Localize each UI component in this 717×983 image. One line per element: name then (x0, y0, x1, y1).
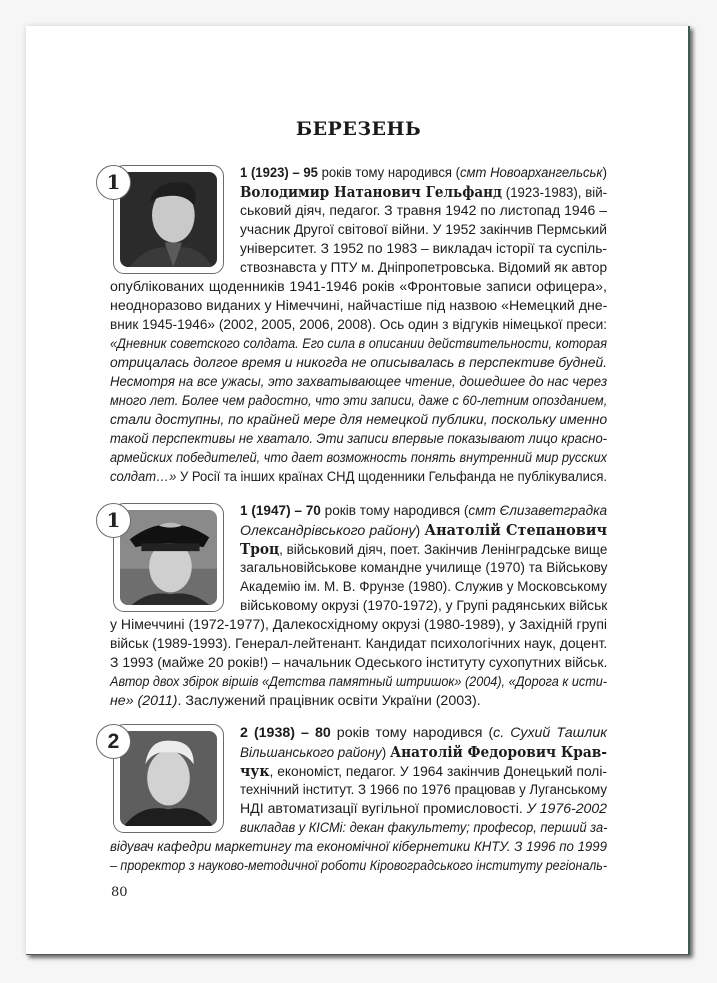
entry-1-line: учасник Другої світової війни. У 1952 закінчив Пермський (240, 222, 607, 238)
person-name: Троц (240, 541, 280, 558)
page-number: 80 (111, 885, 128, 900)
text-fragment: НДІ автоматизації вугільної промисловості. (240, 801, 527, 817)
entry-1-line: університет. З 1952 по 1983 – викладач історії та суспіль- (240, 241, 607, 257)
text-fragment: (1923-1983), вій- (502, 185, 607, 201)
entry-2-date: 1 (1947) – 70 (240, 503, 321, 519)
entry-1-line: опублікованих щоденників 1941-1946 років «Фронтовые записи офицера», (110, 279, 607, 295)
entry-1-line (110, 468, 607, 487)
text-fragment: . Заслужений працівник освіти України (2003). (177, 693, 481, 709)
entry-2-line: військ (1989-1993). Генерал-лейтенант. Кандидат психологічних наук, доцент. (110, 636, 608, 652)
entry-1-line: неодноразово виданих у Німеччині, найчастіше під назвою «Немецкий дне- (110, 298, 608, 314)
text-fragment: не» (2011) (110, 693, 178, 709)
entry-3-line (240, 762, 607, 781)
entry-3-line (240, 724, 607, 743)
entry-3-line: технічний інститут. З 1966 по 1976 працював у Луганському (240, 782, 608, 798)
entry-1-quote-line: отрицалась долгое время и никогда не описывалась в перспективе будней. (110, 355, 607, 371)
person-name: Володимир Натанович Гельфанд (240, 184, 503, 201)
entry-1-quote-line: «Дневник советского солдата. Его сила в описании действительности, которая (110, 336, 607, 352)
entry-1-quote-line: такой перспективы не хватало. Эти записи впервые показывают лицо красно- (110, 431, 607, 447)
birthplace: смт Новоархангельськ (460, 165, 603, 181)
person-name: Анатолій Степанович (424, 522, 607, 539)
entry-1-quote-line: стали доступны, по крайней мере для немецкой публики, поскольку именно (110, 412, 608, 428)
entry-2-line (240, 502, 607, 521)
entry-2-line (240, 540, 607, 559)
entry-3-line: відувач кафедри маркетингу та економічної кібернетики КНТУ. З 1996 по 1999 (110, 839, 607, 855)
entry-2-portrait-image (120, 510, 217, 605)
entry-2-day-badge: 1 (96, 503, 131, 538)
text-fragment: У Росії та інших країнах СНД щоденники Гельфанда не публікувалися. (176, 469, 607, 485)
entry-3-line: викладав у КІСМі: декан факультету; професор, перший за- (240, 820, 608, 836)
entry-3-line (240, 743, 607, 762)
entry-1-day-badge: 1 (96, 165, 131, 200)
entry-2-line: З 1993 (майже 20 років!) – начальник Одеського інституту сухопутних військ. (110, 655, 608, 671)
entry-3-date: 2 (1938) – 80 (240, 725, 331, 741)
text-fragment: , економіст, педагог. У 1964 закінчив Донецький полі- (269, 764, 607, 780)
text-fragment: У 1976-2002 (526, 801, 608, 817)
birthplace: смт Єлизаветградка (468, 503, 608, 519)
entry-2-line: загальновійськове командне училище (1970) та Військову (240, 560, 608, 576)
entry-3-day-badge: 2 (96, 724, 131, 759)
quote-end: солдат…» (110, 469, 177, 485)
entry-1-line: ськовий діяч, педагог. З травня 1942 по листопад 1946 – (240, 203, 607, 219)
entry-1-portrait-image (120, 172, 217, 267)
text-fragment: ) (602, 165, 607, 181)
entry-1-line (240, 164, 607, 183)
entry-2-line (240, 521, 607, 540)
entry-2-line: у Німеччині (1972-1977), Далекосхідному окрузі (1980-1989), у Західній групі (110, 617, 608, 633)
entry-2-line: військовому окрузі (1970-1972), у Групі радянських військ (240, 598, 608, 614)
entry-3-line: – проректор з науково-методичної роботи Кіровоградського інституту регіональ- (110, 858, 607, 874)
text-fragment: ) (415, 523, 425, 539)
birthplace: с. Сухий Ташлик (493, 725, 607, 741)
text-fragment: ) (381, 745, 390, 761)
page-title: БЕРЕЗЕНЬ (295, 118, 422, 140)
birthplace: Олександрівського району (240, 523, 416, 539)
text-fragment: років тому народився ( (330, 725, 494, 741)
entry-3-line (240, 800, 607, 819)
text-fragment: років тому народився ( (320, 503, 469, 519)
entry-2-line: Академію ім. М. В. Фрунзе (1980). Служив у Московському (240, 579, 607, 595)
entry-1-quote-line: много лет. Более чем радостно, что эти записи, даже с 60-летним опозданием, (110, 393, 608, 409)
entry-1-quote-line: армейских победителей, что дает возможность понять внутренний мир русских (110, 450, 607, 466)
entry-3-portrait-image (120, 731, 217, 826)
text-fragment: років тому народився ( (317, 165, 461, 181)
entry-1-date: 1 (1923) – 95 (240, 165, 318, 181)
text-fragment: , військовий діяч, поет. Закінчив Ленінградське вище (279, 542, 608, 558)
entry-1-line: ствознавста у ПТУ м. Дніпропетровська. Відомий як автор (240, 260, 608, 276)
entry-1-line: вник 1945-1946» (2002, 2005, 2006, 2008). Ось один з відгуків німецької преси: (110, 317, 607, 333)
entry-1-line (240, 183, 607, 202)
entry-2-line: Автор двох збірок віршів «Детства памятный штришок» (2004), «Дорога к исти- (110, 674, 607, 690)
birthplace: Вільшанського району (240, 745, 382, 761)
person-name: чук (240, 763, 270, 780)
entry-1-quote-line: Несмотря на все ужасы, это захватывающее чтение, дошедшее до нас через (110, 374, 608, 390)
person-name: Анатолій Федорович Крав- (389, 744, 607, 761)
entry-2-line (110, 692, 607, 711)
